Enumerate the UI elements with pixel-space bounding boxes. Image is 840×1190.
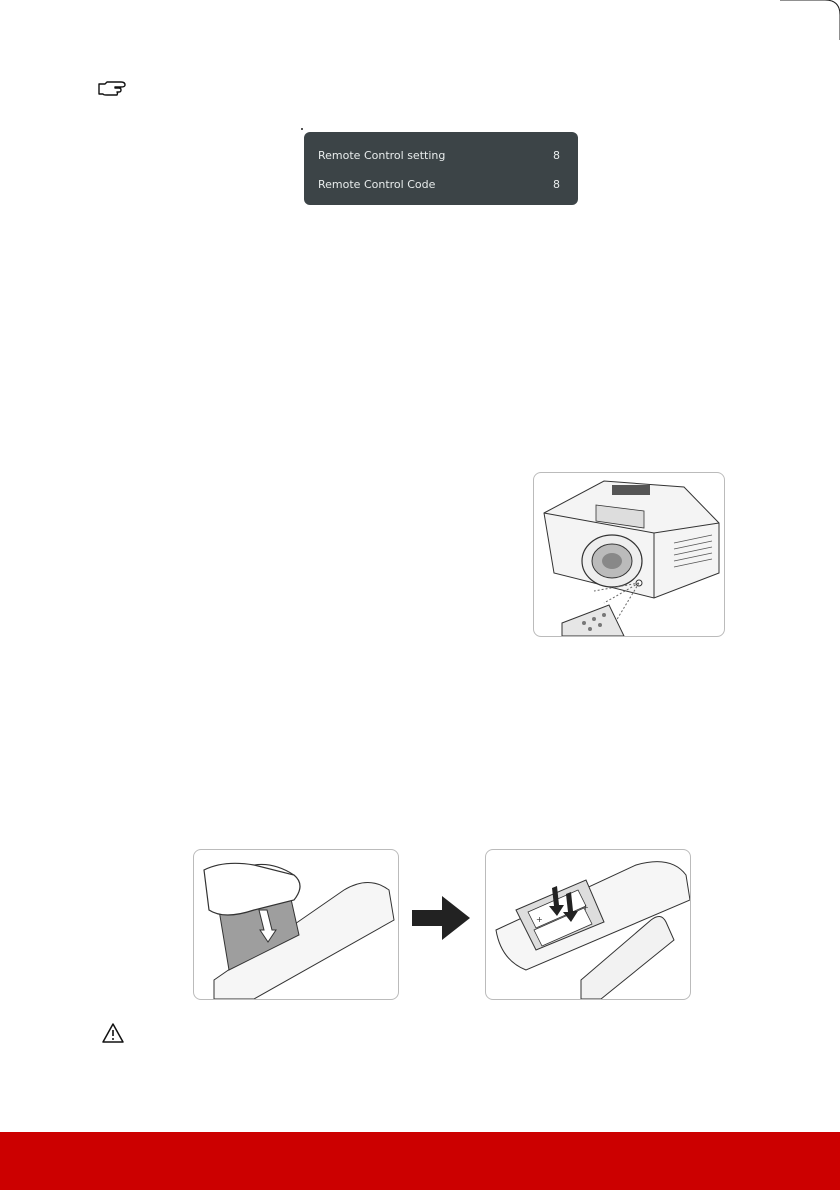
warning-triangle-icon	[101, 1022, 125, 1044]
osd-row-value: 8	[553, 149, 560, 162]
svg-text:+: +	[582, 903, 589, 912]
remote-battery-insertion-illustration	[485, 849, 691, 1000]
osd-row-value: 8	[553, 178, 560, 191]
osd-row-remote-setting[interactable]	[318, 149, 560, 162]
projector-remote-illustration	[533, 472, 725, 637]
remote-battery-drawing	[486, 850, 690, 999]
footer-bar	[0, 1132, 840, 1190]
remote-cover-drawing	[194, 850, 398, 999]
remote-cover-removal-illustration	[193, 849, 399, 1000]
svg-text:+: +	[536, 915, 543, 924]
pointing-hand-icon	[97, 80, 129, 98]
osd-remote-menu	[304, 132, 578, 205]
projector-drawing	[534, 473, 724, 636]
osd-row-label: Remote Control Code	[318, 178, 436, 191]
osd-row-remote-code[interactable]	[318, 178, 560, 191]
osd-corner-mark	[301, 128, 303, 130]
right-arrow-icon	[412, 896, 470, 940]
page-corner-curve	[780, 0, 840, 40]
osd-row-label: Remote Control setting	[318, 149, 446, 162]
